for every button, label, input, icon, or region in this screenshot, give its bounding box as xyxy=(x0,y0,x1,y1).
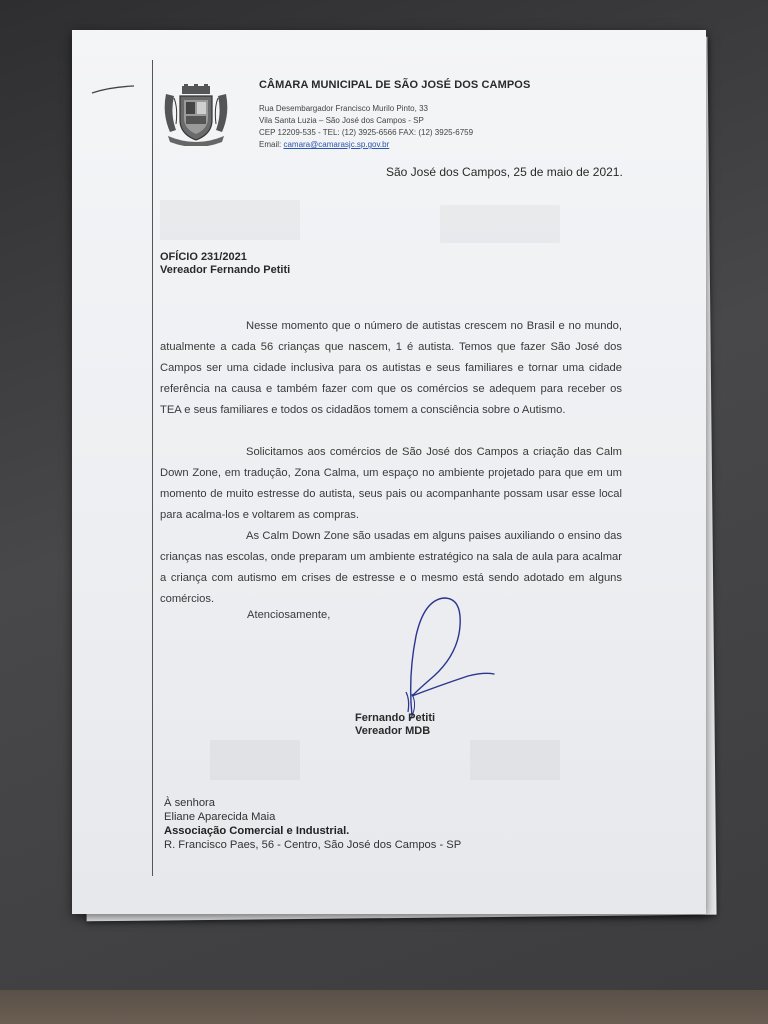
bleed-through-shadow xyxy=(160,200,300,240)
org-title: CÂMARA MUNICIPAL DE SÃO JOSÉ DOS CAMPOS xyxy=(259,79,531,91)
email-line xyxy=(259,140,389,149)
recipient-name: Eliane Aparecida Maia xyxy=(164,811,276,823)
bleed-through-shadow xyxy=(440,205,560,243)
email-link[interactable]: camara@camarasjc.sp.gov.br xyxy=(283,140,390,149)
address-line: Rua Desembargador Francisco Murilo Pinto, 33 xyxy=(259,104,428,113)
contact-line: CEP 12209-535 - TEL: (12) 3925-6566 FAX: (12) 3925-6759 xyxy=(259,128,474,137)
reference-number: OFÍCIO 231/2021 xyxy=(160,251,247,263)
body-paragraph: Nesse momento que o número de autistas crescem no Brasil e no mundo, atualmente a cada 56 crianças que nascem, 1 é autista. Temos que fazer São José dos Campos ser uma cidade inclusiva para os autistas e seus familiares e tornar uma cidade referência na causa e também fazer com que os comércios se adequem para receber os TEA e seus familiares e todos os cidadãos tomem a consciência sobre o Autismo. xyxy=(160,320,622,416)
municipal-coat-of-arms-icon xyxy=(160,84,232,146)
date-line: São José dos Campos, 25 de maio de 2021. xyxy=(386,165,623,179)
recipient-address: R. Francisco Paes, 56 - Centro, São José dos Campos - SP xyxy=(164,839,462,851)
desk-edge xyxy=(0,990,768,1024)
body-paragraph: Solicitamos aos comércios de São José dos Campos a criação das Calm Down Zone, em tradução, Zona Calma, um espaço no ambiente projetado para que em um momento de muito estresse do autista, seus pais ou acompanhante possam usar esse local para acalma-los e voltarem as compras. xyxy=(160,446,622,521)
reference-author: Vereador Fernando Petiti xyxy=(160,264,291,276)
signer-name: Fernando Petiti xyxy=(355,712,436,724)
recipient-salutation: À senhora xyxy=(164,797,215,809)
body-paragraph: As Calm Down Zone são usadas em alguns paises auxiliando o ensino das crianças nas escolas, onde preparam um ambiente estratégico na sala de aula para acalmar a criança com autismo em crises de estresse e o mesmo está sendo adotado em alguns comércios. xyxy=(160,530,622,605)
address-line: Vila Santa Luzia – São José dos Campos - SP xyxy=(259,116,424,125)
pen-mark-icon xyxy=(90,84,136,96)
email-label: Email: xyxy=(259,140,284,149)
left-margin-rule xyxy=(152,60,153,876)
bleed-through-shadow xyxy=(210,740,300,780)
closing-salutation: Atenciosamente, xyxy=(247,609,331,621)
signature-icon xyxy=(398,596,498,722)
bleed-through-shadow xyxy=(470,740,560,780)
signer-title: Vereador MDB xyxy=(355,725,431,737)
recipient-organization: Associação Comercial e Industrial. xyxy=(164,825,350,837)
